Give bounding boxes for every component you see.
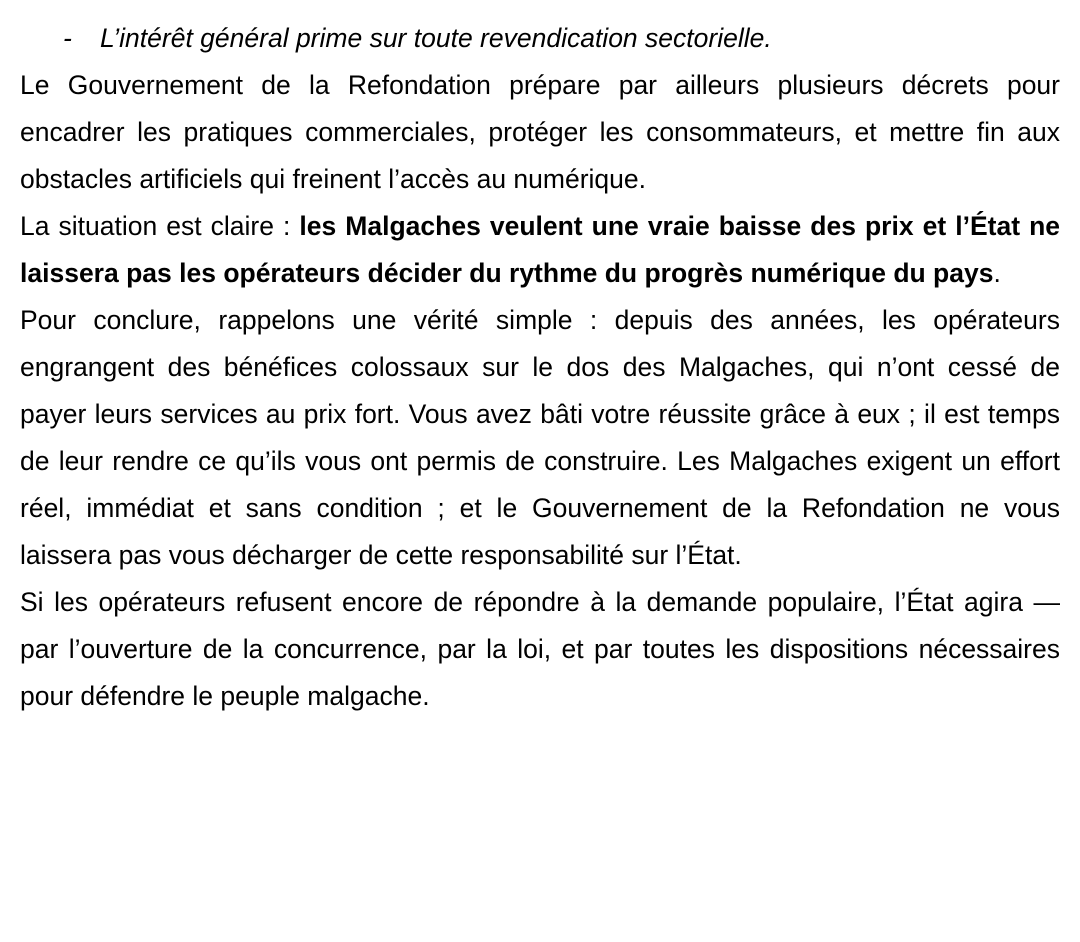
paragraph-situation xyxy=(20,203,1060,297)
paragraph-conclusion: Pour conclure, rappelons une vérité simple : depuis des années, les opérateurs engrangent des bénéfices colossaux sur le dos des Malgaches, qui n’ont cessé de payer leurs services au prix fort. Vous avez bâti votre réussite grâce à eux ; il est temps de leur rendre ce qu’ils vous ont permis de construire. Les Malgaches exigent un effort réel, immédiat et sans condition ; et le Gouvernement de la Refondation ne vous laissera pas vous décharger de cette responsabilité sur l’État. xyxy=(20,305,1060,570)
bullet-list-item xyxy=(20,15,1060,62)
paragraph-decrets: Le Gouvernement de la Refondation prépare par ailleurs plusieurs décrets pour encadrer les pratiques commerciales, protéger les consommateurs, et mettre fin aux obstacles artificiels qui freinent l’accès au numérique. xyxy=(20,70,1060,194)
situation-bold-text: les Malgaches veulent une vraie baisse des prix et l’État ne laissera pas les opérateurs décider du rythme du progrès numérique du pays xyxy=(20,211,1060,288)
paragraph-avertissement: Si les opérateurs refusent encore de répondre à la demande populaire, l’État agira — par l’ouverture de la concurrence, par la loi, et par toutes les dispositions nécessaires pour défendre le peuple malgache. xyxy=(20,587,1060,711)
situation-lead-text: La situation est claire : xyxy=(20,211,300,241)
situation-tail-text: . xyxy=(993,258,1001,288)
bullet-dash-marker: - xyxy=(63,23,72,53)
bullet-item-text: L’intérêt général prime sur toute revendication sectorielle. xyxy=(100,23,772,53)
